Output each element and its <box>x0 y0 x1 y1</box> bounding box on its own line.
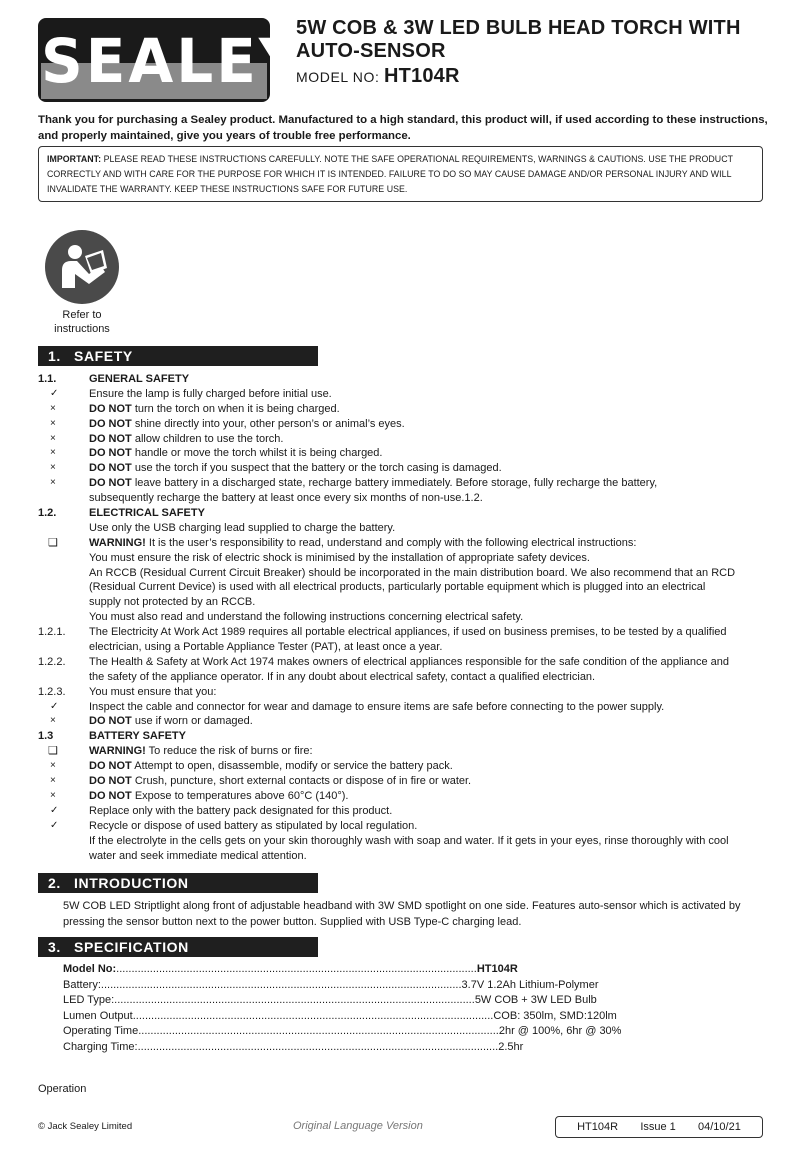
line-body: handle or move the torch whilst it is being charged. <box>131 447 383 460</box>
line-text <box>89 402 340 417</box>
line-text <box>89 759 453 774</box>
line-body: You must ensure that you: <box>89 685 217 698</box>
spec-value: 2hr @ 100%, 6hr @ 30% <box>498 1025 622 1037</box>
line-body: turn the torch on when it is being charged. <box>131 402 340 415</box>
leader-dots <box>138 1024 499 1040</box>
leader-dots <box>116 962 477 978</box>
emphasis: DO NOT <box>89 760 132 773</box>
important-label: IMPORTANT: <box>47 154 102 164</box>
safety-line <box>0 551 808 566</box>
line-text <box>89 521 395 536</box>
important-notice-box <box>38 146 763 202</box>
line-text <box>89 461 502 476</box>
introduction-text: 5W COB LED Striptlight along front of adjustable headband with 3W SMD spotlight on one side. Features auto-sensor which is activated by pressing the sensor button next to the power button. Supplied with USB Type-C charging lead. <box>63 900 741 928</box>
emphasis: DO NOT <box>89 715 132 728</box>
check-icon: ✓ <box>50 819 59 831</box>
line-text <box>89 491 483 506</box>
safety-line <box>0 625 808 640</box>
clause-number: 1.1. <box>38 373 57 385</box>
specification-table <box>63 962 622 1055</box>
leader-dots <box>101 978 462 994</box>
model-value: HT104R <box>383 65 460 87</box>
line-body: Replace only with the battery pack designated for this product. <box>89 804 393 817</box>
emphasis: DO NOT <box>89 477 132 490</box>
line-body: Expose to temperatures above 60°C (140°). <box>131 789 349 802</box>
check-icon: ✓ <box>50 700 59 712</box>
line-text <box>89 655 729 670</box>
spec-value: 5W COB + 3W LED Bulb <box>474 994 597 1006</box>
cross-icon: × <box>50 447 56 459</box>
emphasis: WARNING! <box>89 536 146 549</box>
line-text <box>89 476 657 491</box>
line-body: It is the user’s responsibility to read, understand and comply with the following electrical instructions: <box>145 536 637 549</box>
section-number: 1. <box>48 348 61 364</box>
line-body: Crush, puncture, short external contacts or dispose of in fire or water. <box>131 775 472 788</box>
spec-row <box>63 1040 524 1056</box>
emphasis: DO NOT <box>89 432 132 445</box>
emphasis: DO NOT <box>89 462 132 475</box>
cross-icon: × <box>50 477 56 489</box>
line-body: The Health & Safety at Work Act 1974 makes owners of electrical appliances responsible for the safe condition of the appliance and <box>89 655 729 668</box>
emphasis: DO NOT <box>89 789 132 802</box>
line-body: the safety of the appliance operator. If in any doubt about electrical safety, contact a qualified electrician. <box>89 670 596 683</box>
line-text <box>89 536 636 551</box>
footer-model: HT104R <box>577 1121 619 1133</box>
copyright: © Jack Sealey Limited <box>38 1121 133 1132</box>
safety-line <box>0 774 808 789</box>
line-body: use the torch if you suspect that the battery or the torch casing is damaged. <box>131 462 502 475</box>
line-body: If the electrolyte in the cells gets on your skin thoroughly wash with soap and water. If it gets in your eyes, rinse thoroughly with cool <box>89 834 729 847</box>
section-introduction-header <box>38 873 318 893</box>
line-body: leave battery in a discharged state, recharge battery immediately. Before storage, fully recharge the battery, <box>131 477 658 490</box>
safety-line <box>0 387 808 402</box>
model-number <box>296 65 460 88</box>
leader-dots <box>138 1040 499 1056</box>
cross-icon: × <box>50 789 56 801</box>
safety-line <box>0 566 808 581</box>
subsection-heading <box>0 506 808 521</box>
line-text <box>89 744 313 759</box>
thank-you-paragraph: Thank you for purchasing a Sealey product. Manufactured to a high standard, this product will, if used according to these instructions, and properly maintained, give you years of trouble free performance. <box>38 114 768 142</box>
line-text <box>89 834 729 849</box>
emphasis: WARNING! <box>89 745 146 758</box>
line-body: subsequently recharge the battery at least once every six months of non-use.1.2. <box>89 492 483 505</box>
line-text <box>89 446 382 461</box>
line-text <box>89 774 471 789</box>
leader-dots <box>114 993 475 1009</box>
cross-icon: × <box>50 402 56 414</box>
line-body: ELECTRICAL SAFETY <box>89 507 205 520</box>
line-body: BATTERY SAFETY <box>89 730 186 743</box>
document-title: 5W COB & 3W LED BULB HEAD TORCH WITH AUTO-SENSOR <box>296 17 741 62</box>
cross-icon: × <box>50 417 56 429</box>
spec-label: Charging Time: <box>63 1040 138 1053</box>
spec-row <box>63 1024 622 1040</box>
line-body: supply not protected by an RCCB. <box>89 596 256 609</box>
line-text <box>89 714 253 729</box>
footer-date: 04/10/21 <box>698 1121 741 1133</box>
safety-line <box>0 759 808 774</box>
safety-line <box>0 580 808 595</box>
line-text <box>89 610 523 625</box>
spec-row <box>63 993 597 1009</box>
safety-line <box>0 595 808 610</box>
safety-line <box>0 461 808 476</box>
safety-line <box>0 685 808 700</box>
cross-icon: × <box>50 760 56 772</box>
line-text <box>89 700 664 715</box>
line-text <box>89 640 442 655</box>
section-safety-header <box>38 346 318 366</box>
spec-label: Battery: <box>63 978 101 991</box>
safety-line <box>0 819 808 834</box>
safety-line <box>0 521 808 536</box>
subsection-heading <box>0 372 808 387</box>
safety-line <box>0 446 808 461</box>
section-number: 3. <box>48 939 61 955</box>
line-body: use if worn or damaged. <box>131 715 253 728</box>
emphasis: DO NOT <box>89 447 132 460</box>
line-text <box>89 625 727 640</box>
safety-line <box>0 789 808 804</box>
emphasis: DO NOT <box>89 417 132 430</box>
section-title: SPECIFICATION <box>74 939 189 955</box>
line-text <box>89 804 392 819</box>
line-body: Attempt to open, disassemble, modify or service the battery pack. <box>131 760 453 773</box>
model-label: MODEL NO: <box>296 69 384 85</box>
line-body: You must also read and understand the following instructions concerning electrical safety. <box>89 611 524 624</box>
safety-line <box>0 536 808 551</box>
line-body: shine directly into your, other person’s or animal’s eyes. <box>131 417 405 430</box>
language-version: Original Language Version <box>293 1120 423 1132</box>
line-text <box>89 387 332 402</box>
issue-box <box>555 1116 763 1138</box>
check-icon: ✓ <box>50 387 59 399</box>
line-text <box>89 789 348 804</box>
line-text <box>89 849 307 864</box>
line-text <box>89 432 283 447</box>
line-body: electrician, using a Portable Appliance Tester (PAT), at least once a year. <box>89 641 443 654</box>
line-text <box>89 566 735 581</box>
safety-line <box>0 402 808 417</box>
line-body: Use only the USB charging lead supplied to charge the battery. <box>89 521 396 534</box>
subsection-heading <box>0 729 808 744</box>
line-body: (Residual Current Device) is used with all electrical products, particularly portable equipment which is plugged into an electrical <box>89 581 706 594</box>
cross-icon: × <box>50 462 56 474</box>
line-text <box>89 729 186 744</box>
safety-line <box>0 834 808 849</box>
check-icon: ✓ <box>50 804 59 816</box>
line-text <box>89 551 590 566</box>
operation-label: Operation <box>38 1083 87 1095</box>
safety-line <box>0 714 808 729</box>
safety-line <box>0 744 808 759</box>
warning-box-icon: ❑ <box>48 745 58 758</box>
spec-value: COB: 350lm, SMD:120lm <box>493 1009 617 1022</box>
clause-number: 1.2. <box>38 507 57 520</box>
cross-icon: × <box>50 715 56 727</box>
safety-line <box>0 655 808 670</box>
safety-line <box>0 417 808 432</box>
spec-value: 2.5hr <box>498 1040 524 1053</box>
brand-logo <box>38 18 304 102</box>
section-title: INTRODUCTION <box>74 875 189 891</box>
line-text <box>89 506 205 521</box>
safety-list <box>0 372 808 863</box>
spec-value: 3.7V 1.2Ah Lithium-Polymer <box>461 978 599 991</box>
line-body: Inspect the cable and connector for wear and damage to ensure items are safe before connecting to the power supply. <box>89 700 665 713</box>
safety-line <box>0 670 808 685</box>
emphasis: DO NOT <box>89 775 132 788</box>
line-body: An RCCB (Residual Current Circuit Breaker) should be incorporated in the main distribution board. We also recommend that an RCD <box>89 566 736 579</box>
line-body: To reduce the risk of burns or fire: <box>145 745 313 758</box>
clause-number: 1.3 <box>38 730 54 743</box>
important-text: PLEASE READ THESE INSTRUCTIONS CAREFULLY. NOTE THE SAFE OPERATIONAL REQUIREMENTS, WARNINGS & CAUTIONS. USE THE PRODUCT CORRECTLY AND WITH CARE FOR THE PURPOSE FOR WHICH IT IS INTENDED. FAILURE TO DO SO MAY CAUSE DAMAGE AND/OR PERSONAL INJURY AND WILL INVALIDATE THE WARRANTY. KEEP THESE INSTRUCTIONS SAFE FOR FUTURE USE. <box>47 154 733 194</box>
line-text <box>89 580 705 595</box>
section-specification-header <box>38 937 318 957</box>
safety-line <box>0 700 808 715</box>
line-body: Recycle or dispose of used battery as stipulated by local regulation. <box>89 819 418 832</box>
line-text <box>89 417 405 432</box>
spec-row <box>63 1009 617 1025</box>
spec-label: Lumen Output <box>63 1009 133 1022</box>
emphasis: DO NOT <box>89 402 132 415</box>
read-manual-icon <box>45 230 119 304</box>
line-body: GENERAL SAFETY <box>89 373 190 385</box>
refer-label: Refer to instructions <box>54 309 110 335</box>
safety-line <box>0 804 808 819</box>
cross-icon: × <box>50 775 56 787</box>
spec-value: HT104R <box>476 963 518 975</box>
spec-row <box>63 978 599 994</box>
clause-number: 1.2.2. <box>38 655 66 668</box>
spec-row <box>63 962 518 978</box>
line-text <box>89 372 189 387</box>
safety-line <box>0 432 808 447</box>
safety-line <box>0 849 808 864</box>
footer-issue: Issue 1 <box>640 1121 676 1133</box>
safety-line <box>0 640 808 655</box>
safety-line <box>0 491 808 506</box>
spec-label: Model No: <box>63 963 117 975</box>
safety-line <box>0 476 808 491</box>
line-body: You must ensure the risk of electric shock is minimised by the installation of appropriate safety devices. <box>89 551 590 564</box>
line-text <box>89 685 216 700</box>
line-text <box>89 595 255 610</box>
safety-line <box>0 610 808 625</box>
section-number: 2. <box>48 875 61 891</box>
spec-label: Operating Time <box>63 1025 139 1037</box>
clause-number: 1.2.3. <box>38 685 66 698</box>
line-text <box>89 670 595 685</box>
line-body: allow children to use the torch. <box>131 432 284 445</box>
clause-number: 1.2.1. <box>38 626 66 639</box>
logo-text: SEALEY <box>41 25 304 97</box>
spec-label: LED Type: <box>63 994 115 1006</box>
cross-icon: × <box>50 432 56 444</box>
line-body: The Electricity At Work Act 1989 requires all portable electrical appliances, if used on business premises, to be tested by a qualified <box>89 626 727 639</box>
warning-box-icon: ❑ <box>48 536 58 549</box>
line-body: water and seek immediate medical attention. <box>89 849 307 862</box>
line-body: Ensure the lamp is fully charged before initial use. <box>89 387 332 400</box>
leader-dots <box>133 1009 494 1025</box>
line-text <box>89 819 417 834</box>
section-title: SAFETY <box>74 348 133 364</box>
